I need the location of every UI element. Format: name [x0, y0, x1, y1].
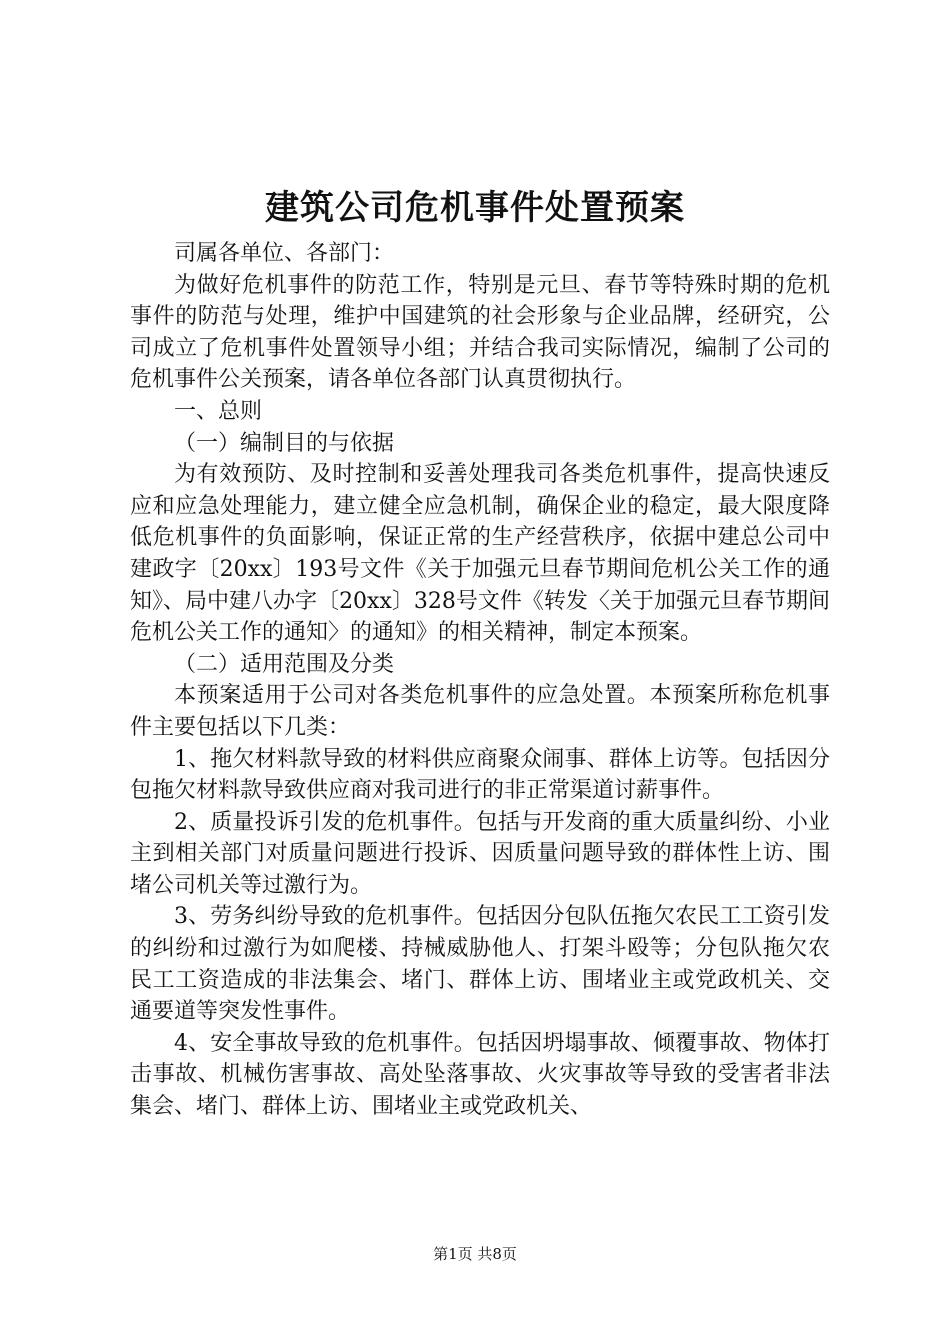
intro-paragraph: 为做好危机事件的防范工作，特别是元旦、春节等特殊时期的危机事件的防范与处理，维护中国建筑的社会形象与企业品牌，经研究，公司成立了危机事件处置领导小组；并结合我司实际情况，编制了公司的危机事件公关预案，请各单位各部门认真贯彻执行。 — [130, 272, 830, 393]
scope-paragraph: 本预案适用于公司对各类危机事件的应急处置。本预案所称危机事件主要包括以下几类： — [130, 683, 830, 740]
page-number-footer: 第1页 共8页 — [433, 1245, 517, 1263]
list-item-material-payment: 1、拖欠材料款导致的材料供应商聚众闹事、群体上访等。包括因分包拖欠材料款导致供应商对我司进行的非正常渠道讨薪事件。 — [130, 746, 830, 804]
list-item-labor-dispute: 3、劳务纠纷导致的危机事件。包括因分包队伍拖欠农民工工资引发的纠纷和过激行为如爬楼、持械威胁他人、打架斗殴等；分包队拖欠农民工工资造成的非法集会、堵门、群体上访、围堵业主或党政机关、交通要道等突发性事件。 — [130, 904, 830, 1025]
purpose-paragraph: 为有效预防、及时控制和妥善处理我司各类危机事件，提高快速反应和应急处理能力，建立健全应急机制，确保企业的稳定，最大限度降低危机事件的负面影响，保证正常的生产经营秩序，依据中建总公司中建政字〔20xx〕193号文件《关于加强元旦春节期间危机公关工作的通知》、局中建八办字〔20xx〕328号文件《转发〈关于加强元旦春节期间危机公关工作的通知〉的通知》的相关精神，制定本预案。 — [130, 462, 830, 646]
subsection-heading-scope: （二）适用范围及分类 — [174, 651, 395, 677]
salutation-paragraph: 司属各单位、各部门： — [174, 241, 395, 266]
document-body — [130, 238, 830, 1123]
list-item-quality-complaint: 2、质量投诉引发的危机事件。包括与开发商的重大质量纠纷、小业主到相关部门对质量问题进行投诉、因质量问题导致的群体性上访、围堵公司机关等过激行为。 — [130, 809, 830, 898]
section-heading-general: 一、总则 — [174, 398, 263, 424]
subsection-heading-purpose: （一）编制目的与依据 — [174, 430, 395, 456]
list-item-safety-accident: 4、安全事故导致的危机事件。包括因坍塌事故、倾覆事故、物体打击事故、机械伤害事故、高处坠落事故、火灾事故等导致的受害者非法集会、堵门、群体上访、围堵业主或党政机关、 — [130, 1030, 830, 1120]
document-title: 建筑公司危机事件处置预案 — [265, 188, 685, 228]
